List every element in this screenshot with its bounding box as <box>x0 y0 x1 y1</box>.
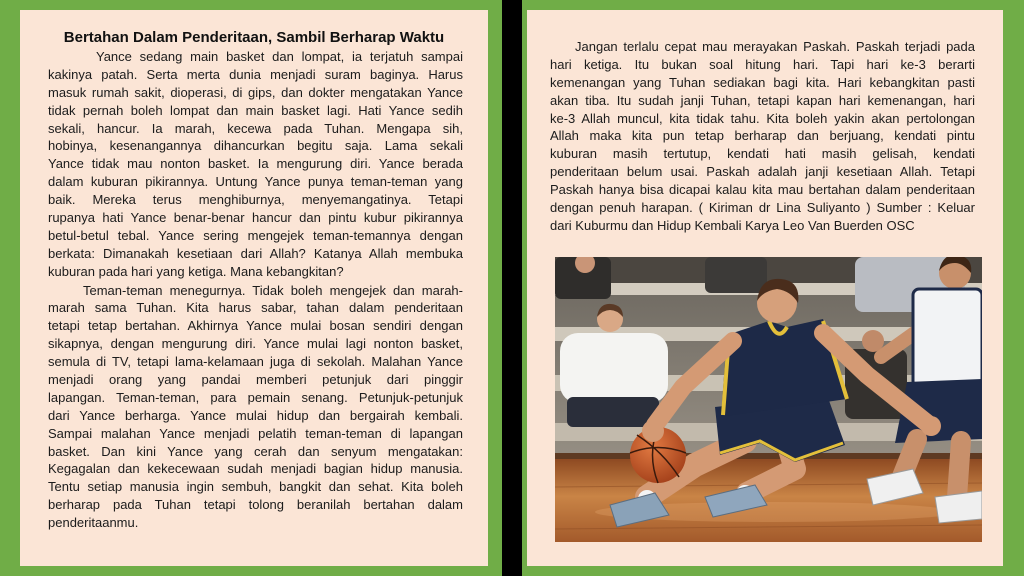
player-right-hand <box>921 416 941 436</box>
paragraph-line: Kegagalan dan kekecewaan sudah menjadi bagian hidup manusia. <box>48 461 463 477</box>
paragraph-line: kuburan masih tertutup, kendati hati masih gelisah, kendati <box>550 146 975 162</box>
basketball-photo-illustration <box>555 257 982 542</box>
paragraph-line: dengan penuh harapan. ( Kiriman dr Lina Suliyanto ) Sumber : Keluar <box>550 200 975 216</box>
paragraph-line: baik. Mereka terus menghiburnya, menyemangatinya. Tetapi <box>48 192 463 208</box>
paragraph-line: penderitaan belum usai. Paskah adalah janji kesetiaan Allah. Tetapi <box>550 164 975 180</box>
opponent-shoe <box>935 491 982 523</box>
paragraph-line: dari Yance berharga. Yance mulai hidup dan bergairah kembali. <box>48 407 463 423</box>
paragraph-line: hobinya, kesenangannya dihancurkan begitu saja. Lama sekali <box>48 138 463 154</box>
right-page <box>527 10 1003 566</box>
paragraph-line: sekali, hancur. Ia marah, kecewa pada Tuhan. Mengapa sih, <box>48 120 463 136</box>
paragraph-line: Sampai malahan Yance menjadi pelatih teman-teman di lapangan <box>48 425 463 441</box>
paragraph-line: Yance tidak mau nonton basket. Ia mengurung diri. Yance berada <box>48 156 463 172</box>
paragraph-line: tidak pernah boleh lompat dan main basket lagi. Hati Yance sedih <box>48 102 463 118</box>
paragraph-line: Jangan terlalu cepat mau merayakan Paskah. Paskah terjadi pada <box>575 39 975 54</box>
opponent-jersey <box>913 289 982 387</box>
left-page <box>20 10 488 566</box>
paragraph-3 <box>550 38 975 235</box>
paragraph-line: marah sama Tuhan. Kita harus sabar, tahan dalam penderitaan <box>48 300 463 316</box>
paragraph-line: lapangan. Teman-teman, para pemain senang. Petunjuk-petunjuk <box>48 389 463 405</box>
spectator <box>705 257 767 293</box>
left-slide-frame <box>0 0 502 576</box>
paragraph-line: berkata: Dimanakah kesetiaan dari Allah? Katanya Allah membuka <box>48 245 463 261</box>
paragraph-line: tetapi tetap bertahan. Akhirnya Yance mulai bosan sendiri dengan <box>48 318 463 334</box>
paragraph-line: berharap pada Tuhan tetapi tolong beranilah bertahan dalam <box>48 497 463 513</box>
opponent-leg <box>957 441 961 497</box>
paragraph-line: kuburan pada hari yang ketiga. Mana kebangkitan? <box>48 263 344 279</box>
left-article-body <box>48 48 463 532</box>
paragraph-line: hari ketiga. Itu bukan soal hitung hari. Tapi hari ke-3 berarti <box>550 56 975 72</box>
paragraph-line: betul-betul tebal. Yance sering mengejek teman-temannya dengan <box>48 227 463 243</box>
paragraph-2 <box>48 282 463 532</box>
right-slide-frame <box>522 0 1024 576</box>
paragraph-line: rupanya hati Yance benar-benar hancur dan pintu kubur pikirannya <box>48 210 463 226</box>
paragraph-line: masuk rumah sakit, dioperasi, di gips, dan dokter mengatakan Yance <box>48 84 463 100</box>
paragraph-line: kemenangan yang Tuhan sediakan bagi kita. Hari kebangkitan pasti <box>550 74 975 90</box>
source-credit-line: dari Kuburmu dan Hidup Kembali Karya Leo Van Buerden OSC <box>550 217 915 233</box>
paragraph-line: Yance sedang main basket dan lompat, ia terjatuh sampai <box>96 49 463 64</box>
basketball-photo <box>555 257 982 542</box>
paragraph-line: menjadi orang yang pandai memberi petunjuk dari pinggir <box>48 372 463 388</box>
paragraph-line: ke-3 Allah muncul, kita tidak tahu. Kita boleh yakin akan pertolongan <box>550 110 975 126</box>
spectator-white-shirt <box>560 333 668 403</box>
player-left-hand <box>642 420 664 442</box>
spectator-pants <box>567 397 659 427</box>
paragraph-line: sikapnya, dengan mengurung diri. Yance mulai lagi nonton basket, <box>48 336 463 352</box>
right-article-body <box>550 38 975 235</box>
paragraph-line: semula di TV, tetapi lama-kelamaan juga di sekolah. Malahan Yance <box>48 354 463 370</box>
paragraph-line: kakinya patah. Serta merta dunia menjadi suram baginya. Harus <box>48 66 463 82</box>
paragraph-1 <box>48 48 463 281</box>
paragraph-line: Allah maka kita pun tetap berharap dan berjuang, kendati pintu <box>550 128 975 144</box>
paragraph-line: Teman-teman menegurnya. Tidak boleh mengejek dan marah- <box>83 282 463 298</box>
paragraph-line: penderitaanmu. <box>48 515 139 531</box>
paragraph-line: Tentu setiap manusia ingin sembuh, bangkit dan sehat. Kita boleh <box>48 479 463 495</box>
article-title: Bertahan Dalam Penderitaan, Sambil Berharap Waktu <box>63 29 445 46</box>
paragraph-line: dalam kuburan pikirannya. Untung Yance punya teman-teman yang <box>48 174 463 190</box>
paragraph-line: akan tiba. Itu sudah janji Tuhan, tetapi kapan hari kemenangan, hari <box>550 92 975 108</box>
paragraph-line: Paskah hanya bisa dicapai kalau kita mau bertahan dalam penderitaan <box>550 182 975 198</box>
paragraph-line: basket. Dan kini Yance yang cerah dan senyum mengatakan: <box>48 443 463 459</box>
